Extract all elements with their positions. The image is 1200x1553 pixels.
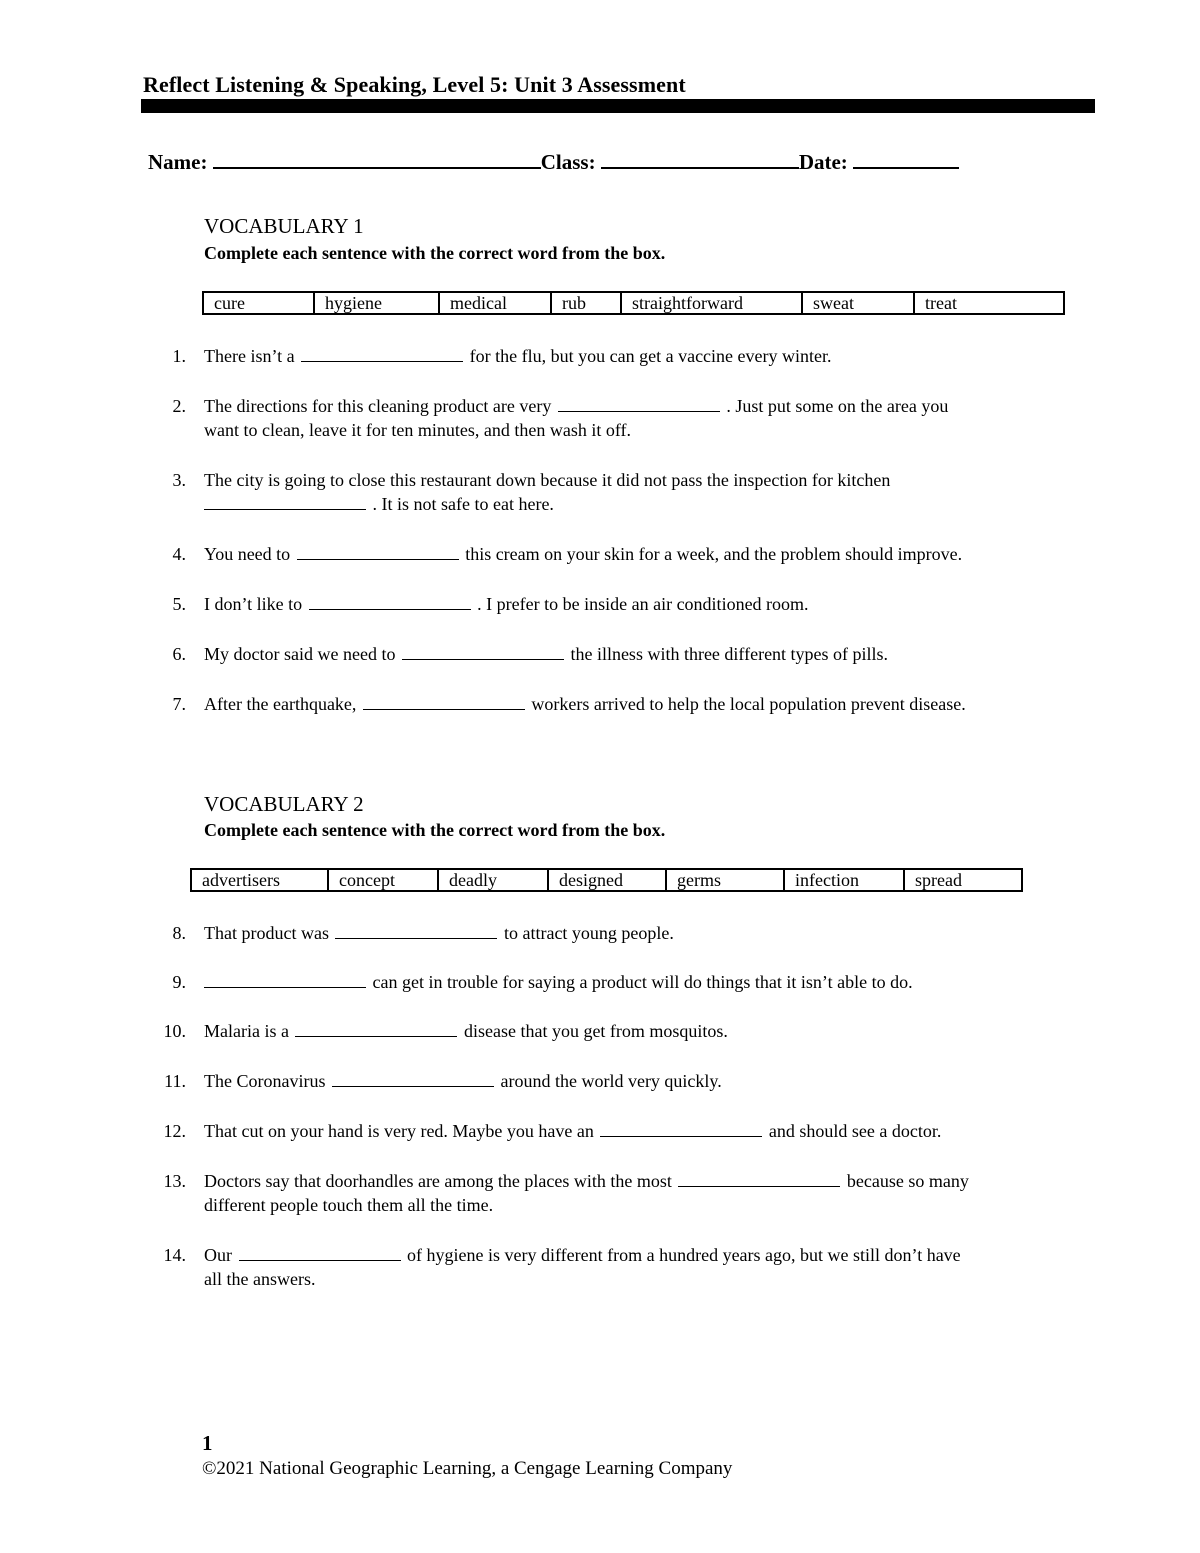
word-box-cell: rub xyxy=(552,293,622,313)
question-text: I don’t like to xyxy=(204,594,303,614)
question-text: . I prefer to be inside an air conditioned room. xyxy=(477,594,809,614)
word-box-cell: designed xyxy=(549,870,667,890)
question-text: That product was xyxy=(204,923,329,943)
question-text: My doctor said we need to xyxy=(204,644,396,664)
question-number: 3. xyxy=(172,470,186,490)
question-text: There isn’t a xyxy=(204,346,295,366)
vocab2-instruction: Complete each sentence with the correct word from the box. xyxy=(204,820,666,840)
answer-blank[interactable] xyxy=(335,923,497,939)
word-box-cell: hygiene xyxy=(315,293,440,313)
answer-blank[interactable] xyxy=(332,1071,494,1087)
question-number: 2. xyxy=(172,396,186,416)
page-number: 1 xyxy=(202,1431,213,1455)
vocab2-title: VOCABULARY 2 xyxy=(204,792,364,816)
word-box-cell: straightforward xyxy=(622,293,803,313)
word-box-cell: medical xyxy=(440,293,552,313)
copyright-notice: ©2021 National Geographic Learning, a Cengage Learning Company xyxy=(202,1458,733,1479)
vocab1-instruction: Complete each sentence with the correct word from the box. xyxy=(204,243,666,263)
question-text: You need to xyxy=(204,544,291,564)
answer-blank[interactable] xyxy=(204,972,366,988)
page-title: Reflect Listening & Speaking, Level 5: Unit 3 Assessment xyxy=(143,72,686,97)
answer-blank[interactable] xyxy=(600,1121,762,1137)
answer-blank[interactable] xyxy=(239,1245,401,1261)
answer-blank[interactable] xyxy=(309,594,471,610)
question-number: 7. xyxy=(172,694,186,714)
question-text: Doctors say that doorhandles are among the places with the most xyxy=(204,1171,672,1191)
answer-blank[interactable] xyxy=(295,1021,457,1037)
question-number: 5. xyxy=(172,594,186,614)
question-text: . Just put some on the area you xyxy=(726,396,949,416)
question-text: want to clean, leave it for ten minutes, and then wash it off. xyxy=(204,420,632,440)
question-text: and should see a doctor. xyxy=(768,1121,942,1141)
answer-blank[interactable] xyxy=(297,544,459,560)
date-label: Date: xyxy=(798,150,848,174)
class-label: Class: xyxy=(540,150,596,174)
word-box-cell: sweat xyxy=(803,293,915,313)
student-info-row xyxy=(148,149,959,175)
question-number: 14. xyxy=(163,1245,186,1265)
vocab1-word-box xyxy=(202,291,1065,315)
question-text: disease that you get from mosquitos. xyxy=(463,1021,728,1041)
answer-blank[interactable] xyxy=(363,694,525,710)
name-label: Name: xyxy=(148,150,208,174)
answer-blank[interactable] xyxy=(402,644,564,660)
question-text: for the flu, but you can get a vaccine every winter. xyxy=(469,346,832,366)
question-text: can get in trouble for saying a product will do things that it isn’t able to do. xyxy=(372,972,913,992)
question-text: Our xyxy=(204,1245,232,1265)
question-number: 13. xyxy=(163,1171,186,1191)
vocab2-word-box xyxy=(190,868,1023,892)
question-number: 1. xyxy=(172,346,186,366)
question-text: the illness with three different types of pills. xyxy=(570,644,889,664)
question-number: 11. xyxy=(164,1071,186,1091)
question-text: The directions for this cleaning product are very xyxy=(204,396,552,416)
word-box-cell: infection xyxy=(785,870,905,890)
answer-blank[interactable] xyxy=(204,494,366,510)
question-text: different people touch them all the time. xyxy=(204,1195,494,1215)
class-field[interactable] xyxy=(601,149,799,169)
word-box-cell: treat xyxy=(925,293,957,313)
word-box-cell: deadly xyxy=(439,870,549,890)
word-box-cell: advertisers xyxy=(192,870,329,890)
question-text: of hygiene is very different from a hundred years ago, but we still don’t have xyxy=(407,1245,961,1265)
question-text: because so many xyxy=(846,1171,969,1191)
question-text: The city is going to close this restaurant down because it did not pass the inspection for kitchen xyxy=(204,470,891,490)
question-text: all the answers. xyxy=(204,1269,316,1289)
question-text: After the earthquake, xyxy=(204,694,357,714)
question-text: Malaria is a xyxy=(204,1021,289,1041)
question-number: 6. xyxy=(172,644,186,664)
question-text: The Coronavirus xyxy=(204,1071,326,1091)
answer-blank[interactable] xyxy=(301,346,463,362)
word-box-cell: spread xyxy=(915,870,962,890)
question-number: 9. xyxy=(172,972,186,992)
question-text: to attract young people. xyxy=(503,923,674,943)
question-text: workers arrived to help the local population prevent disease. xyxy=(531,694,966,714)
question-number: 12. xyxy=(163,1121,186,1141)
title-rule xyxy=(141,99,1095,113)
question-text: That cut on your hand is very red. Maybe you have an xyxy=(204,1121,594,1141)
name-field[interactable] xyxy=(213,149,541,169)
question-number: 4. xyxy=(172,544,186,564)
question-number: 10. xyxy=(163,1021,186,1041)
answer-blank[interactable] xyxy=(558,396,720,412)
question-text: this cream on your skin for a week, and the problem should improve. xyxy=(465,544,963,564)
question-number: 8. xyxy=(172,923,186,943)
question-text: around the world very quickly. xyxy=(500,1071,722,1091)
vocab1-title: VOCABULARY 1 xyxy=(204,214,364,238)
word-box-cell: germs xyxy=(667,870,785,890)
question-text: . It is not safe to eat here. xyxy=(372,494,554,514)
word-box-cell: cure xyxy=(204,293,315,313)
date-field[interactable] xyxy=(853,149,959,169)
answer-blank[interactable] xyxy=(678,1171,840,1187)
word-box-cell: concept xyxy=(329,870,439,890)
